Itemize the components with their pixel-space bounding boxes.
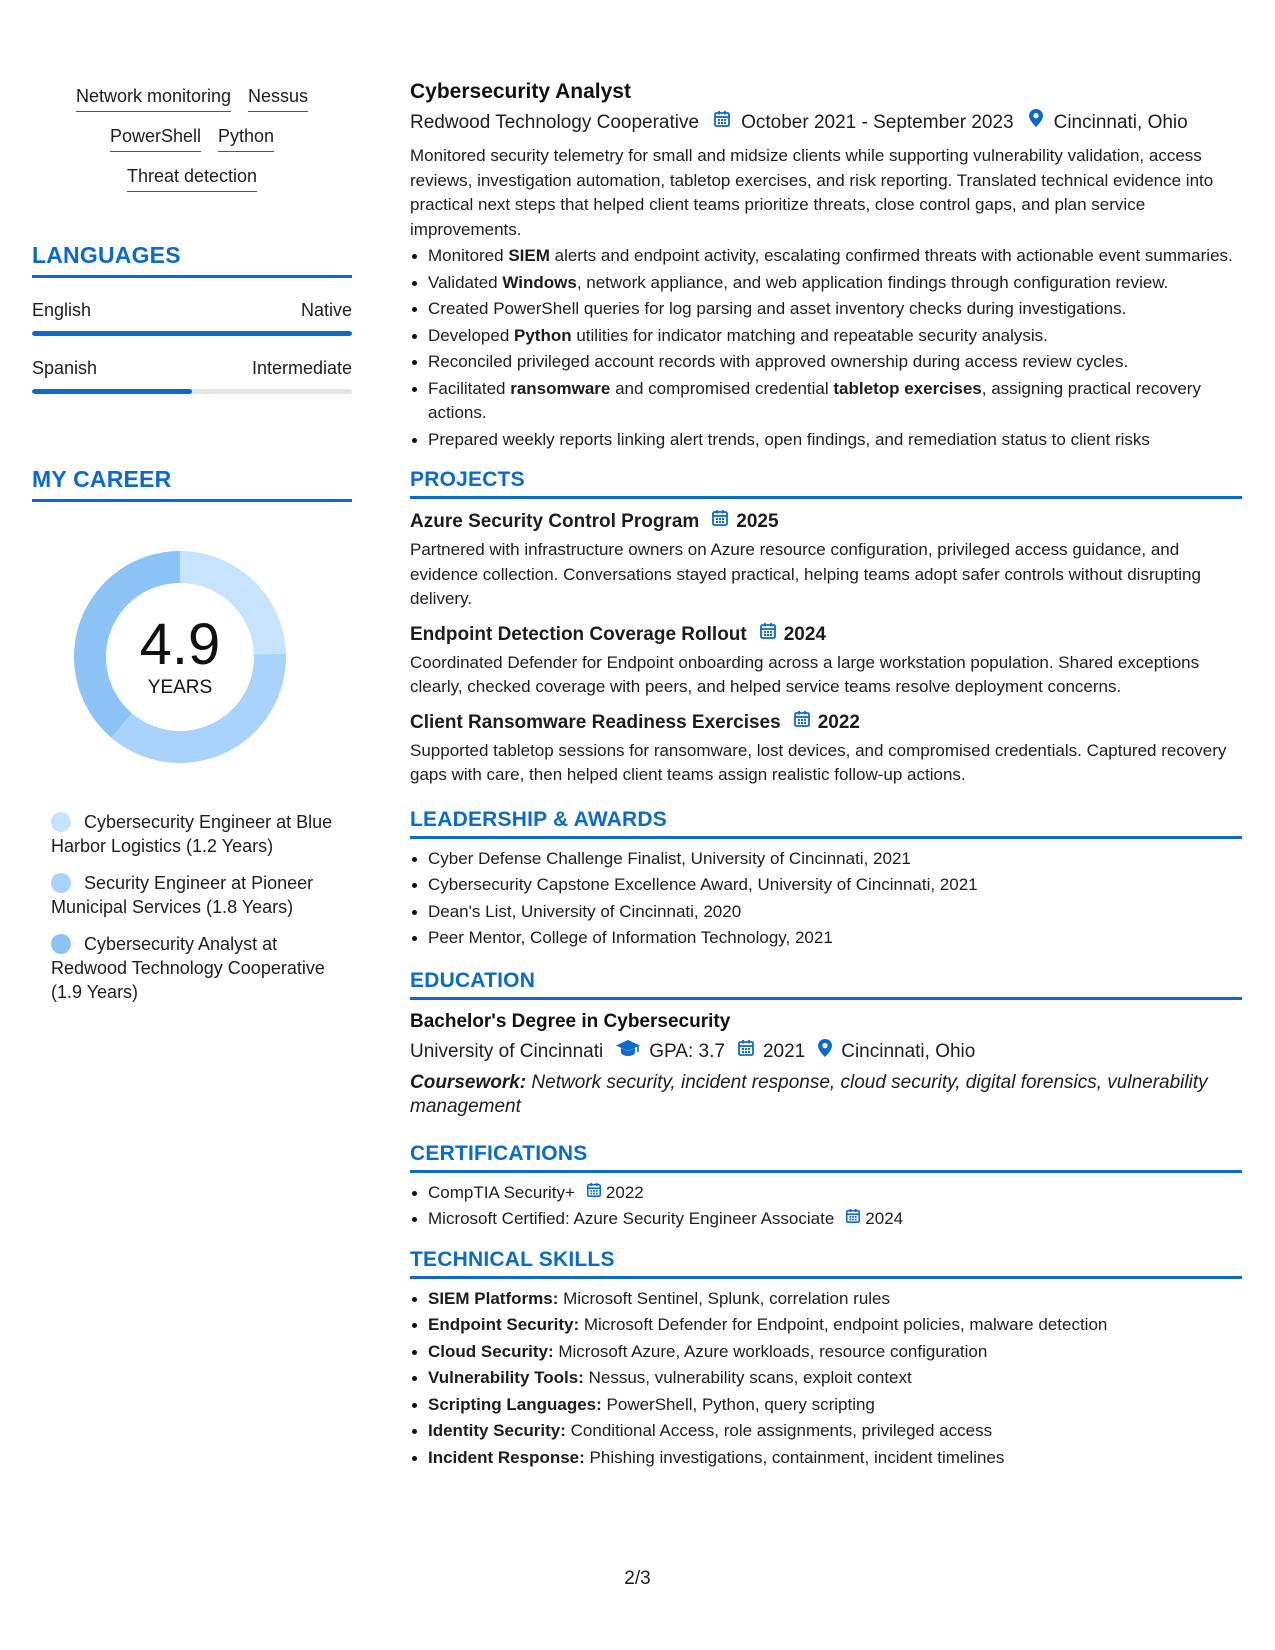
skill-category: Scripting Languages: bbox=[428, 1394, 602, 1414]
project-year: 2022 bbox=[817, 711, 860, 733]
skill-category: Vulnerability Tools: bbox=[428, 1368, 584, 1387]
project-title-row bbox=[410, 622, 1242, 648]
job-summary: Monitored security telemetry for small and midsize clients while supporting vulnerability validation, access reviews, investigation automation, tabletop exercises, and risk reporting. Translated technical evidence into practical next steps that helped client teams prioritize threats, close control gaps, and plan service improvements. bbox=[410, 146, 1214, 239]
languages-heading: LANGUAGES bbox=[32, 242, 352, 278]
calendar-icon bbox=[793, 710, 811, 736]
certification-row bbox=[428, 1181, 1242, 1206]
skill-category: Incident Response: bbox=[428, 1447, 585, 1467]
job-bullets bbox=[410, 244, 1242, 452]
career-section bbox=[32, 466, 352, 1004]
language-item bbox=[32, 356, 352, 394]
language-name: Spanish bbox=[32, 358, 98, 378]
company-name: Redwood Technology Cooperative bbox=[410, 111, 700, 133]
bullet-text: utilities for indicator matching and repeatable security analysis. bbox=[571, 325, 1048, 345]
skill-item bbox=[410, 1313, 1242, 1338]
skill-values: Microsoft Azure, Azure workloads, resource configuration bbox=[553, 1341, 988, 1361]
language-row bbox=[32, 298, 352, 322]
gpa: GPA: 3.7 bbox=[649, 1041, 725, 1062]
calendar-icon bbox=[586, 1181, 602, 1206]
skill-tags bbox=[32, 84, 352, 192]
award-item: Peer Mentor, College of Information Technology, 2021 bbox=[410, 926, 1242, 951]
legend-label: Cybersecurity Engineer at Blue Harbor Logistics (1.2 Years) bbox=[51, 812, 333, 856]
bullet-text: Prepared weekly reports linking alert trends, open findings, and remediation status to client risks bbox=[428, 429, 1150, 449]
skill-item bbox=[410, 1393, 1242, 1418]
location-pin-icon bbox=[1028, 108, 1044, 137]
skill-values: Microsoft Sentinel, Splunk, correlation rules bbox=[558, 1288, 891, 1308]
skill-item bbox=[410, 1340, 1242, 1365]
languages-list bbox=[32, 298, 352, 394]
coursework-label: Coursework: bbox=[410, 1071, 527, 1093]
skill-item bbox=[410, 1287, 1242, 1312]
coursework bbox=[410, 1071, 1242, 1120]
project-description: Supported tabletop sessions for ransomware, lost devices, and compromised credentials. Captured recovery gaps with care, then helped client teams assign realistic follow-up actions. bbox=[410, 740, 1227, 784]
skill-tag: PowerShell bbox=[110, 124, 201, 152]
calendar-icon bbox=[759, 622, 777, 648]
bullet-text: alerts and endpoint activity, escalating confirmed threats with actionable event summaries. bbox=[549, 246, 1233, 265]
certification-year: 2022 bbox=[605, 1182, 644, 1202]
award-item: Cybersecurity Capstone Excellence Award, University of Cincinnati, 2021 bbox=[410, 873, 1242, 898]
bullet-text: , assigning practical recovery actions. bbox=[428, 378, 1201, 422]
skill-item bbox=[410, 1419, 1242, 1444]
award-item: Dean's List, University of Cincinnati, 2020 bbox=[410, 900, 1242, 925]
experience-entry bbox=[410, 78, 1242, 452]
bullet-text: Monitored bbox=[428, 246, 509, 265]
bullet-text: Validated bbox=[428, 272, 503, 292]
career-donut-chart bbox=[65, 542, 295, 772]
job-bullet bbox=[410, 244, 1242, 269]
legend-dot bbox=[51, 934, 71, 954]
projects-heading: PROJECTS bbox=[410, 468, 1242, 499]
bullet-text: Developed bbox=[428, 325, 515, 345]
language-proficiency-fill bbox=[32, 331, 352, 336]
bullet-text: Facilitated bbox=[428, 378, 511, 398]
school-name: University of Cincinnati bbox=[410, 1041, 604, 1062]
bullet-keyword: Python bbox=[514, 325, 572, 345]
legend-dot bbox=[51, 812, 71, 832]
technical-skills-list bbox=[410, 1287, 1242, 1471]
certification-year: 2024 bbox=[865, 1209, 904, 1228]
bullet-keyword: SIEM bbox=[508, 246, 550, 265]
bullet-keyword: tabletop exercises bbox=[833, 378, 982, 398]
languages-section bbox=[32, 242, 352, 394]
certification-item bbox=[410, 1207, 1242, 1232]
donut-center bbox=[65, 542, 295, 772]
award-item: Cyber Defense Challenge Finalist, University of Cincinnati, 2021 bbox=[410, 847, 1242, 872]
skill-values: Nessus, vulnerability scans, exploit context bbox=[583, 1368, 912, 1387]
language-proficiency-bar bbox=[32, 331, 352, 336]
skill-category: Cloud Security: bbox=[428, 1341, 554, 1361]
degree-title: Bachelor's Degree in Cybersecurity bbox=[410, 1010, 731, 1032]
main-content bbox=[410, 78, 1242, 1472]
skill-values: Conditional Access, role assignments, privileged access bbox=[565, 1421, 993, 1440]
language-proficiency-bar bbox=[32, 389, 352, 394]
job-dates: October 2021 - September 2023 bbox=[741, 111, 1014, 133]
skill-item bbox=[410, 1366, 1242, 1391]
job-bullet bbox=[410, 271, 1242, 296]
skill-values: PowerShell, Python, query scripting bbox=[601, 1394, 875, 1414]
project-title-row bbox=[410, 710, 1242, 736]
project-title: Azure Security Control Program bbox=[410, 511, 700, 532]
career-legend-item bbox=[51, 810, 352, 858]
job-bullet bbox=[410, 297, 1242, 322]
skill-tag: Nessus bbox=[248, 84, 308, 112]
project-year: 2024 bbox=[783, 623, 827, 645]
calendar-icon bbox=[737, 1038, 755, 1066]
job-bullet bbox=[410, 324, 1242, 349]
bullet-keyword: ransomware bbox=[510, 378, 611, 398]
coursework-text: Network security, incident response, cloud security, digital forensics, vulnerability management bbox=[410, 1071, 1208, 1117]
bullet-text: Created PowerShell queries for log parsing and asset inventory checks during investigations. bbox=[428, 299, 1127, 318]
calendar-icon bbox=[845, 1207, 861, 1232]
language-level: Native bbox=[300, 300, 352, 320]
bullet-text: Reconciled privileged account records with approved ownership during access review cycles. bbox=[428, 352, 1129, 371]
skill-tag: Python bbox=[218, 124, 274, 152]
project-title: Client Ransomware Readiness Exercises bbox=[410, 711, 781, 733]
skill-item bbox=[410, 1446, 1242, 1471]
location-pin-icon bbox=[817, 1038, 833, 1067]
language-name: English bbox=[32, 300, 92, 320]
legend-label: Cybersecurity Analyst at Redwood Technology Cooperative (1.9 Years) bbox=[51, 934, 325, 1002]
skill-values: Phishing investigations, containment, incident timelines bbox=[584, 1447, 1005, 1467]
certification-row bbox=[428, 1207, 1242, 1232]
legend-label: Security Engineer at Pioneer Municipal Services (1.8 Years) bbox=[51, 873, 314, 917]
job-bullet bbox=[410, 428, 1242, 453]
certification-name: Microsoft Certified: Azure Security Engineer Associate bbox=[428, 1209, 835, 1228]
job-title: Cybersecurity Analyst bbox=[410, 80, 631, 103]
sidebar bbox=[32, 84, 352, 1017]
career-legend-item bbox=[51, 871, 352, 919]
career-legend bbox=[32, 810, 352, 1004]
certifications-heading: CERTIFICATIONS bbox=[410, 1142, 1242, 1173]
project-year: 2025 bbox=[736, 511, 779, 532]
project-title-row bbox=[410, 509, 1242, 535]
skill-category: Identity Security: bbox=[428, 1421, 566, 1440]
career-total-unit: YEARS bbox=[147, 677, 213, 698]
projects-list bbox=[410, 509, 1242, 788]
language-proficiency-fill bbox=[32, 389, 192, 394]
page-number: 2/3 bbox=[624, 1568, 651, 1589]
education-meta bbox=[410, 1038, 1242, 1067]
project-entry bbox=[410, 622, 1242, 700]
language-item bbox=[32, 298, 352, 336]
job-bullet bbox=[410, 377, 1242, 426]
career-total-value: 4.9 bbox=[139, 612, 221, 677]
calendar-icon bbox=[713, 109, 731, 137]
leadership-heading: LEADERSHIP & AWARDS bbox=[410, 808, 1242, 839]
bullet-text: and compromised credential bbox=[610, 378, 834, 398]
education-entry bbox=[410, 1008, 1242, 1120]
technical-skills-heading: TECHNICAL SKILLS bbox=[410, 1248, 1242, 1279]
skill-category: Endpoint Security: bbox=[428, 1315, 580, 1334]
job-location: Cincinnati, Ohio bbox=[1053, 111, 1188, 133]
job-meta bbox=[410, 108, 1242, 137]
education-location: Cincinnati, Ohio bbox=[841, 1041, 976, 1062]
career-legend-item bbox=[51, 932, 352, 1004]
language-level: Intermediate bbox=[251, 358, 352, 378]
language-row bbox=[32, 356, 352, 380]
skill-tag: Threat detection bbox=[127, 164, 257, 192]
legend-dot bbox=[51, 873, 71, 893]
project-description: Partnered with infrastructure owners on Azure resource configuration, privileged access guidance, and evidence collection. Conversations stayed practical, helping teams adopt safer controls without disrupting delivery. bbox=[410, 540, 1201, 608]
certifications-list bbox=[410, 1181, 1242, 1232]
career-heading: MY CAREER bbox=[32, 466, 352, 502]
project-entry bbox=[410, 509, 1242, 612]
graduation-year: 2021 bbox=[762, 1041, 806, 1062]
bullet-keyword: Windows bbox=[502, 272, 577, 292]
certification-item bbox=[410, 1181, 1242, 1206]
skill-category: SIEM Platforms: bbox=[428, 1288, 559, 1308]
project-title: Endpoint Detection Coverage Rollout bbox=[410, 623, 747, 645]
bullet-text: , network appliance, and web application findings through configuration review. bbox=[576, 272, 1169, 292]
calendar-icon bbox=[711, 509, 729, 535]
project-entry bbox=[410, 710, 1242, 788]
education-heading: EDUCATION bbox=[410, 969, 1242, 1000]
certification-name: CompTIA Security+ bbox=[428, 1182, 575, 1202]
leadership-list bbox=[410, 847, 1242, 951]
project-description: Coordinated Defender for Endpoint onboarding across a large workstation population. Shared exceptions clearly, checked coverage with peers, and helped service teams resolve deployment concerns. bbox=[410, 652, 1200, 696]
job-bullet bbox=[410, 350, 1242, 375]
skill-tag: Network monitoring bbox=[76, 84, 231, 112]
skill-values: Microsoft Defender for Endpoint, endpoint policies, malware detection bbox=[579, 1315, 1108, 1334]
graduation-cap-icon bbox=[615, 1038, 641, 1067]
